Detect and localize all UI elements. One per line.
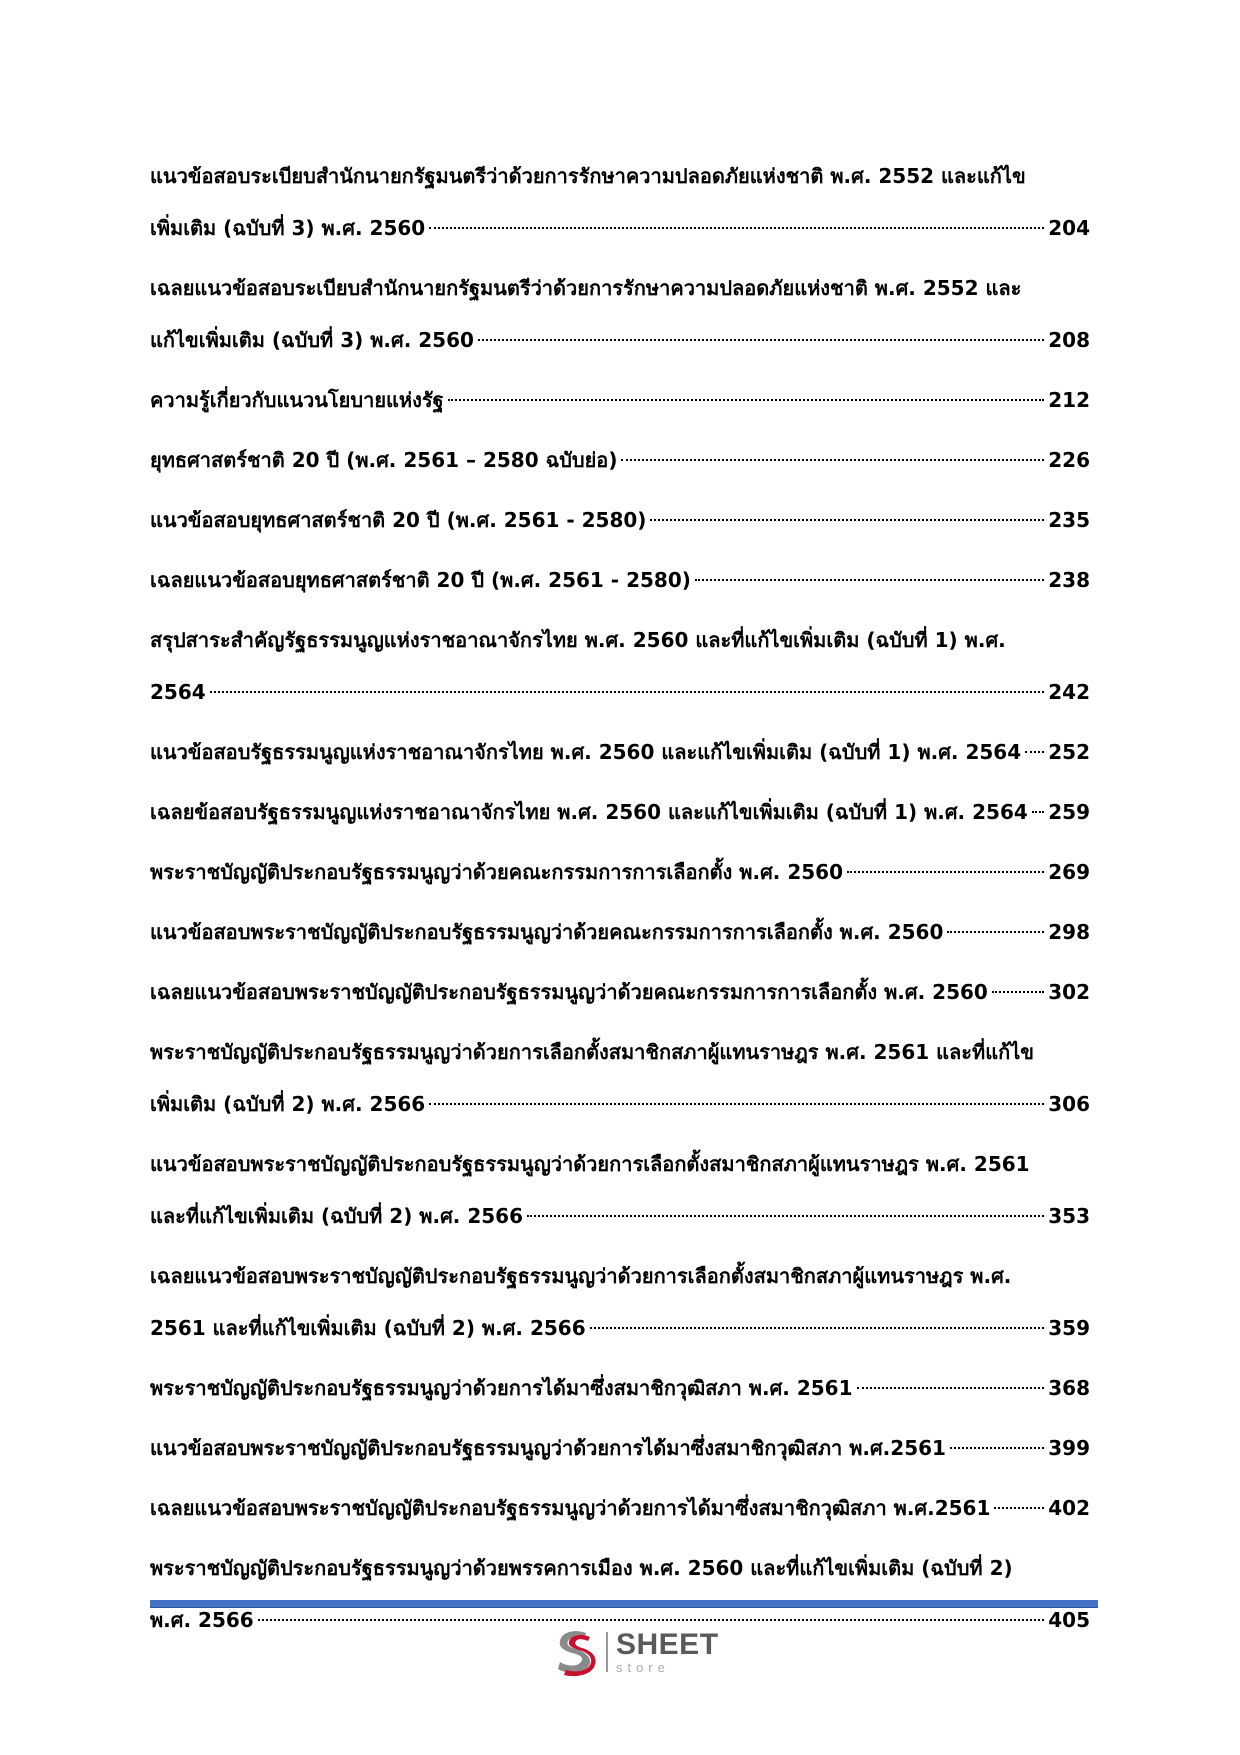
toc-entry-row [150, 966, 1090, 1018]
toc-entry[interactable] [150, 1362, 1090, 1414]
toc-page-number: 269 [1048, 860, 1090, 884]
toc-entry-title: เพิ่มเติม (ฉบับที่ 3) พ.ศ. 2560 [150, 216, 426, 240]
toc-page-number: 298 [1048, 920, 1090, 944]
toc-page-number: 402 [1048, 1496, 1090, 1520]
dot-leader [527, 1215, 1044, 1217]
dot-leader [695, 579, 1044, 581]
toc-entry-row [150, 434, 1090, 486]
dot-leader [1025, 751, 1044, 753]
dot-leader [1032, 811, 1044, 813]
toc-entry-title-line: พระราชบัญญัติประกอบรัฐธรรมนูญว่าด้วยพรรคการเมือง พ.ศ. 2560 และที่แก้ไขเพิ่มเติม (ฉบับที่ 2) [150, 1556, 1013, 1580]
toc-entry-row [150, 494, 1090, 546]
sheet-store-s-icon [552, 1627, 598, 1677]
toc-entry[interactable] [150, 262, 1090, 366]
dot-leader [650, 519, 1044, 521]
footer-divider [150, 1600, 1098, 1608]
toc-entry-title: แนวข้อสอบยุทธศาสตร์ชาติ 20 ปี (พ.ศ. 2561 - 2580) [150, 508, 647, 532]
toc-entry[interactable] [150, 1250, 1090, 1354]
toc-page-number: 238 [1048, 568, 1090, 592]
toc-entry-title: และที่แก้ไขเพิ่มเติม (ฉบับที่ 2) พ.ศ. 2566 [150, 1204, 523, 1228]
dot-leader [847, 871, 1044, 873]
dot-leader [947, 931, 1044, 933]
toc-page-number: 306 [1048, 1092, 1090, 1116]
toc-page-number: 242 [1048, 680, 1090, 704]
toc-page-number: 399 [1048, 1436, 1090, 1460]
toc-entry-title: 2561 และที่แก้ไขเพิ่มเติม (ฉบับที่ 2) พ.ศ. 2566 [150, 1316, 586, 1340]
dot-leader [994, 1507, 1044, 1509]
toc-entry-row [150, 1422, 1090, 1474]
toc-entry[interactable] [150, 1422, 1090, 1474]
dot-leader [210, 691, 1045, 693]
toc-entry[interactable] [150, 554, 1090, 606]
toc-entry-title-line: แนวข้อสอบระเบียบสำนักนายกรัฐมนตรีว่าด้วยการรักษาความปลอดภัยแห่งชาติ พ.ศ. 2552 และแก้ไข [150, 164, 1026, 188]
toc-entry-row [150, 374, 1090, 426]
toc-entry[interactable] [150, 966, 1090, 1018]
toc-entry[interactable] [150, 494, 1090, 546]
toc-page-number: 368 [1048, 1376, 1090, 1400]
toc-entry-title: พระราชบัญญัติประกอบรัฐธรรมนูญว่าด้วยคณะกรรมการการเลือกตั้ง พ.ศ. 2560 [150, 860, 843, 884]
toc-entry-row [150, 1362, 1090, 1414]
toc-page-number: 226 [1048, 448, 1090, 472]
table-of-contents [150, 150, 1090, 1654]
toc-entry-title: แนวข้อสอบพระราชบัญญัติประกอบรัฐธรรมนูญว่าด้วยการได้มาซึ่งสมาชิกวุฒิสภา พ.ศ.2561 [150, 1436, 946, 1460]
toc-entry-title: แนวข้อสอบพระราชบัญญัติประกอบรัฐธรรมนูญว่าด้วยคณะกรรมการการเลือกตั้ง พ.ศ. 2560 [150, 920, 944, 944]
toc-entry-title: เฉลยแนวข้อสอบพระราชบัญญัติประกอบรัฐธรรมนูญว่าด้วยคณะกรรมการการเลือกตั้ง พ.ศ. 2560 [150, 980, 988, 1004]
toc-page-number: 235 [1048, 508, 1090, 532]
toc-page-number: 359 [1048, 1316, 1090, 1340]
toc-entry[interactable] [150, 1482, 1090, 1534]
toc-entry-row [150, 1482, 1090, 1534]
toc-entry[interactable] [150, 726, 1090, 778]
toc-page-number: 204 [1048, 216, 1090, 240]
toc-entry-title-line: เฉลยแนวข้อสอบพระราชบัญญัติประกอบรัฐธรรมนูญว่าด้วยการเลือกตั้งสมาชิกสภาผู้แทนราษฎร พ.ศ. [150, 1264, 1012, 1288]
toc-entry-title: แนวข้อสอบรัฐธรรมนูญแห่งราชอาณาจักรไทย พ.ศ. 2560 และแก้ไขเพิ่มเติม (ฉบับที่ 1) พ.ศ. 2564 [150, 740, 1022, 764]
toc-entry-title: 2564 [150, 680, 206, 704]
toc-entry-title: เฉลยแนวข้อสอบพระราชบัญญัติประกอบรัฐธรรมนูญว่าด้วยการได้มาซึ่งสมาชิกวุฒิสภา พ.ศ.2561 [150, 1496, 991, 1520]
toc-entry-row [150, 554, 1090, 606]
toc-entry[interactable] [150, 906, 1090, 958]
toc-entry[interactable] [150, 614, 1090, 718]
toc-entry-row [150, 202, 1090, 254]
toc-entry-title: เพิ่มเติม (ฉบับที่ 2) พ.ศ. 2566 [150, 1092, 426, 1116]
toc-entry-row [150, 786, 1090, 838]
toc-page-number: 353 [1048, 1204, 1090, 1228]
sheet-store-logo [552, 1624, 719, 1680]
dot-leader [621, 459, 1044, 461]
toc-entry-title: เฉลยข้อสอบรัฐธรรมนูญแห่งราชอาณาจักรไทย พ.ศ. 2560 และแก้ไขเพิ่มเติม (ฉบับที่ 1) พ.ศ. 2564 [150, 800, 1028, 824]
toc-entry[interactable] [150, 1138, 1090, 1242]
logo-subtitle: store [616, 1660, 670, 1675]
toc-page-number: 208 [1048, 328, 1090, 352]
dot-leader [590, 1327, 1045, 1329]
toc-entry-row [150, 906, 1090, 958]
toc-entry-row [150, 726, 1090, 778]
dot-leader [258, 1619, 1045, 1621]
toc-page-number: 252 [1048, 740, 1090, 764]
toc-entry[interactable] [150, 786, 1090, 838]
dot-leader [429, 227, 1044, 229]
toc-entry-row [150, 1302, 1090, 1354]
toc-entry[interactable] [150, 1026, 1090, 1130]
toc-entry[interactable] [150, 374, 1090, 426]
dot-leader [857, 1387, 1045, 1389]
toc-page-number: 405 [1048, 1608, 1090, 1632]
toc-page-number: 212 [1048, 388, 1090, 412]
toc-entry-row [150, 1078, 1090, 1130]
toc-entry[interactable] [150, 434, 1090, 486]
logo-separator [606, 1632, 608, 1672]
toc-entry[interactable] [150, 150, 1090, 254]
toc-entry-title-line: พระราชบัญญัติประกอบรัฐธรรมนูญว่าด้วยการเลือกตั้งสมาชิกสภาผู้แทนราษฎร พ.ศ. 2561 และที่แก้ไข [150, 1040, 1034, 1064]
toc-entry-title-line: เฉลยแนวข้อสอบระเบียบสำนักนายกรัฐมนตรีว่าด้วยการรักษาความปลอดภัยแห่งชาติ พ.ศ. 2552 และ [150, 276, 1022, 300]
logo-text [616, 1630, 719, 1674]
toc-entry-row [150, 666, 1090, 718]
toc-entry-title: พ.ศ. 2566 [150, 1608, 254, 1632]
toc-page-number: 302 [1048, 980, 1090, 1004]
toc-entry[interactable] [150, 846, 1090, 898]
toc-entry-title-line: แนวข้อสอบพระราชบัญญัติประกอบรัฐธรรมนูญว่าด้วยการเลือกตั้งสมาชิกสภาผู้แทนราษฎร พ.ศ. 2561 [150, 1152, 1030, 1176]
dot-leader [950, 1447, 1044, 1449]
toc-entry-row [150, 1190, 1090, 1242]
toc-entry-title: แก้ไขเพิ่มเติม (ฉบับที่ 3) พ.ศ. 2560 [150, 328, 474, 352]
toc-entry-title: เฉลยแนวข้อสอบยุทธศาสตร์ชาติ 20 ปี (พ.ศ. 2561 - 2580) [150, 568, 691, 592]
toc-page-number: 259 [1048, 800, 1090, 824]
toc-entry-row [150, 846, 1090, 898]
toc-entry-row [150, 314, 1090, 366]
dot-leader [429, 1103, 1044, 1105]
dot-leader [478, 339, 1044, 341]
dot-leader [992, 991, 1044, 993]
toc-entry-title: ยุทธศาสตร์ชาติ 20 ปี (พ.ศ. 2561 – 2580 ฉบับย่อ) [150, 448, 618, 472]
logo-word: SHEET [616, 1628, 719, 1661]
toc-entry-title: ความรู้เกี่ยวกับแนวนโยบายแห่งรัฐ [150, 388, 444, 412]
dot-leader [448, 399, 1045, 401]
toc-entry-title-line: สรุปสาระสำคัญรัฐธรรมนูญแห่งราชอาณาจักรไทย พ.ศ. 2560 และที่แก้ไขเพิ่มเติม (ฉบับที่ 1) พ.ศ. [150, 628, 1006, 652]
toc-entry-title: พระราชบัญญัติประกอบรัฐธรรมนูญว่าด้วยการได้มาซึ่งสมาชิกวุฒิสภา พ.ศ. 2561 [150, 1376, 853, 1400]
